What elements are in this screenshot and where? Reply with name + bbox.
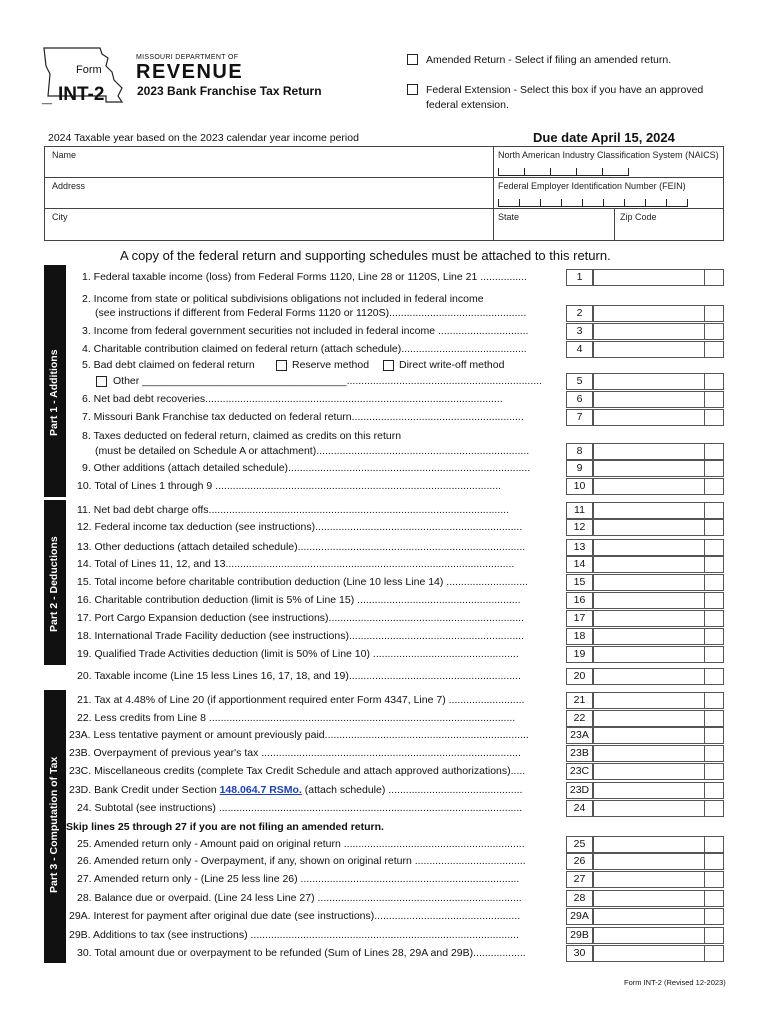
part1-label: Part 1 - Additions [48, 349, 60, 436]
line-6-text: 6. Net bad debt recoveries...................................................................................................... [82, 393, 503, 405]
zip-input[interactable] [618, 222, 722, 238]
line-number-box: 20 [566, 668, 593, 685]
line-23d-amount-input[interactable] [593, 782, 724, 799]
line-number-box: 3 [566, 323, 593, 340]
line-8-text-cont: (must be detailed on Schedule A or attachment)......................................................................... [95, 445, 530, 457]
reserve-method-checkbox[interactable] [276, 360, 287, 371]
fein-input[interactable] [498, 199, 718, 207]
line-number-box: 2 [566, 305, 593, 322]
line-24-text: 24. Subtotal (see instructions) ........................................................................................................ [77, 802, 523, 814]
line-number-box: 23A [566, 727, 593, 744]
line-23d-suffix: (attach schedule) .............................................. [301, 784, 523, 796]
line-29a-text: 29A. Interest for payment after original due date (see instructions).................................................. [69, 910, 521, 922]
agency-name-small: MISSOURI DEPARTMENT OF [136, 54, 239, 61]
line-11-text: 11. Net bad debt charge offs....................................................................................................... [77, 504, 510, 516]
line-5-amount-input[interactable] [593, 373, 724, 390]
line-23c-amount-input[interactable] [593, 763, 724, 780]
line-19-text: 19. Qualified Trade Activities deduction (limit is 50% of Line 10) .................................................. [77, 648, 519, 660]
line-15-amount-input[interactable] [593, 574, 724, 591]
line-number-box: 30 [566, 945, 593, 962]
line-number-box: 5 [566, 373, 593, 390]
line-number-box: 1 [566, 269, 593, 286]
rsmo-link[interactable]: 148.064.7 RSMo. [219, 784, 302, 796]
line-8-text: 8. Taxes deducted on federal return, claimed as credits on this return [82, 430, 402, 442]
state-input[interactable] [497, 222, 611, 238]
city-field-label: City [52, 212, 68, 222]
line-17-amount-input[interactable] [593, 610, 724, 627]
line-number-box: 29B [566, 927, 593, 944]
line-22-amount-input[interactable] [593, 710, 724, 727]
city-input[interactable] [50, 222, 490, 238]
amended-return-checkbox[interactable] [407, 54, 418, 65]
line-29b-amount-input[interactable] [593, 927, 724, 944]
line-18-amount-input[interactable] [593, 628, 724, 645]
line-24-amount-input[interactable] [593, 800, 724, 817]
line-22-text: 22. Less credits from Line 8 ......................................................................................................... [77, 712, 516, 724]
line-number-box: 9 [566, 460, 593, 477]
line-2-text: 2. Income from state or political subdivisions obligations not included in federal income [82, 293, 484, 305]
line-number-box: 28 [566, 890, 593, 907]
agency-logo: REVENUE [136, 61, 244, 83]
other-method-label: Other ___________________________________................................................................... [113, 375, 543, 387]
line-number-box: 16 [566, 592, 593, 609]
line-number-box: 18 [566, 628, 593, 645]
line-30-amount-input[interactable] [593, 945, 724, 962]
line-23b-amount-input[interactable] [593, 745, 724, 762]
line-23a-text: 23A. Less tentative payment or amount previously paid...................................................................... [69, 729, 529, 741]
state-field-label: State [498, 212, 520, 222]
line-6-amount-input[interactable] [593, 391, 724, 408]
line-14-amount-input[interactable] [593, 556, 724, 573]
line-3-text: 3. Income from federal government securities not included in federal income ............................... [82, 325, 529, 337]
form-number: INT-2 [58, 84, 105, 105]
line-20-amount-input[interactable] [593, 668, 724, 685]
direct-writeoff-checkbox[interactable] [383, 360, 394, 371]
line-12-text: 12. Federal income tax deduction (see instructions)....................................................................... [77, 521, 523, 533]
line-7-text: 7. Missouri Bank Franchise tax deducted on federal return........................................................... [82, 411, 524, 423]
line-number-box: 23B [566, 745, 593, 762]
line-number-box: 11 [566, 502, 593, 519]
line-19-amount-input[interactable] [593, 646, 724, 663]
line-number-box: 13 [566, 539, 593, 556]
name-field-label: Name [52, 150, 77, 160]
line-17-text: 17. Port Cargo Expansion deduction (see instructions)................................................................... [77, 612, 525, 624]
part3-label: Part 3 - Computation of Tax [48, 756, 60, 893]
line-1-text: 1. Federal taxable income (loss) from Federal Forms 1120, Line 28 or 1120S, Line 21 ................ [82, 271, 527, 283]
address-field-label: Address [52, 181, 86, 191]
other-method-checkbox[interactable] [96, 376, 107, 387]
taxable-year-text: 2024 Taxable year based on the 2023 calendar year income period [48, 132, 359, 144]
line-1-amount-input[interactable] [593, 269, 724, 286]
line-23d-text [69, 782, 565, 799]
line-number-box: 22 [566, 710, 593, 727]
line-30-text: 30. Total amount due or overpayment to be refunded (Sum of Lines 28, 29A and 29B).................. [77, 947, 526, 959]
address-input[interactable] [50, 191, 490, 207]
fein-field-label: Federal Employer Identification Number (FEIN) [498, 181, 686, 191]
due-date: Due date April 15, 2024 [533, 130, 675, 145]
line-23d-prefix: 23D. Bank Credit under Section [69, 784, 220, 796]
line-number-box: 14 [566, 556, 593, 573]
name-input[interactable] [50, 160, 490, 176]
line-5-text: 5. Bad debt claimed on federal return [82, 359, 255, 371]
form-revision-footer: Form INT-2 (Revised 12-2023) [624, 978, 726, 987]
line-13-amount-input[interactable] [593, 539, 724, 556]
line-number-box: 27 [566, 871, 593, 888]
line-2-text-cont: (see instructions if different from Federal Forms 1120 or 1120S)............................................... [95, 307, 527, 319]
line-21-text: 21. Tax at 4.48% of Line 20 (if apportionment required enter Form 4347, Line 7) .......................... [77, 694, 525, 706]
federal-extension-label: Federal Extension - Select this box if you have an approved [426, 84, 704, 96]
form-title: 2023 Bank Franchise Tax Return [137, 84, 322, 98]
line-number-box: 21 [566, 692, 593, 709]
line-28-text: 28. Balance due or overpaid. (Line 24 less Line 27) ...................................................................... [77, 892, 522, 904]
form-word: Form [76, 64, 102, 76]
line-9-text: 9. Other additions (attach detailed schedule)................................................................................... [82, 462, 531, 474]
line-26-text: 26. Amended return only - Overpayment, if any, shown on original return ...................................... [77, 855, 526, 867]
line-number-box: 19 [566, 646, 593, 663]
line-27-amount-input[interactable] [593, 871, 724, 888]
reserve-method-label: Reserve method [292, 359, 370, 371]
line-number-box: 25 [566, 836, 593, 853]
line-13-text: 13. Other deductions (attach detailed schedule).............................................................................. [77, 541, 526, 553]
part2-label: Part 2 - Deductions [48, 536, 60, 632]
line-number-box: 23C [566, 763, 593, 780]
direct-writeoff-label: Direct write-off method [399, 359, 505, 371]
line-20-text: 20. Taxable income (Line 15 less Lines 16, 17, 18, and 19)........................................................... [77, 670, 521, 682]
zip-field-label: Zip Code [620, 212, 657, 222]
skip-instruction: Skip lines 25 through 27 if you are not filing an amended return. [66, 821, 384, 833]
line-25-text: 25. Amended return only - Amount paid on original return .............................................................. [77, 838, 525, 850]
line-number-box: 7 [566, 409, 593, 426]
line-10-text: 10. Total of Lines 1 through 9 .................................................................................................. [77, 480, 502, 492]
line-16-amount-input[interactable] [593, 592, 724, 609]
line-18-text: 18. International Trade Facility deduction (see instructions)............................................................ [77, 630, 525, 642]
line-number-box: 23D [566, 782, 593, 799]
line-12-amount-input[interactable] [593, 519, 724, 536]
attachment-notice: A copy of the federal return and supporting schedules must be attached to this return. [120, 248, 611, 263]
line-15-text: 15. Total income before charitable contribution deduction (Line 10 less Line 14) ............................ [77, 576, 528, 588]
line-7-amount-input[interactable] [593, 409, 724, 426]
form-number-dash: _ [42, 86, 53, 106]
line-25-amount-input[interactable] [593, 836, 724, 853]
line-2-amount-input[interactable] [593, 305, 724, 322]
line-number-box: 4 [566, 341, 593, 358]
naics-field-label: North American Industry Classification System (NAICS) [498, 150, 719, 160]
line-29a-amount-input[interactable] [593, 908, 724, 925]
line-23c-text: 23C. Miscellaneous credits (complete Tax Credit Schedule and attach approved authorizations)..... [69, 765, 526, 777]
line-number-box: 10 [566, 478, 593, 495]
line-28-amount-input[interactable] [593, 890, 724, 907]
line-11-amount-input[interactable] [593, 502, 724, 519]
line-9-amount-input[interactable] [593, 460, 724, 477]
line-number-box: 12 [566, 519, 593, 536]
line-8-amount-input[interactable] [593, 443, 724, 460]
line-4-amount-input[interactable] [593, 341, 724, 358]
line-21-amount-input[interactable] [593, 692, 724, 709]
line-10-amount-input[interactable] [593, 478, 724, 495]
line-4-text: 4. Charitable contribution claimed on federal return (attach schedule)........................................... [82, 343, 527, 355]
line-23b-text: 23B. Overpayment of previous year's tax ......................................................................................... [69, 747, 521, 759]
line-26-amount-input[interactable] [593, 853, 724, 870]
line-number-box: 26 [566, 853, 593, 870]
line-27-text: 27. Amended return only - (Line 25 less line 26) ........................................................................... [77, 873, 520, 885]
line-29b-text: 29B. Additions to tax (see instructions) ............................................................................................ [69, 929, 519, 941]
line-number-box: 24 [566, 800, 593, 817]
federal-extension-checkbox[interactable] [407, 84, 418, 95]
amended-return-label: Amended Return - Select if filing an amended return. [426, 54, 672, 66]
line-16-text: 16. Charitable contribution deduction (limit is 5% of Line 15) ........................................................ [77, 594, 521, 606]
line-23a-amount-input[interactable] [593, 727, 724, 744]
federal-extension-label-cont: federal extension. [426, 99, 509, 111]
line-3-amount-input[interactable] [593, 323, 724, 340]
naics-input[interactable] [498, 168, 718, 176]
line-number-box: 8 [566, 443, 593, 460]
line-number-box: 17 [566, 610, 593, 627]
line-number-box: 29A [566, 908, 593, 925]
line-number-box: 15 [566, 574, 593, 591]
line-number-box: 6 [566, 391, 593, 408]
line-14-text: 14. Total of Lines 11, 12, and 13................................................................................................... [77, 558, 515, 570]
